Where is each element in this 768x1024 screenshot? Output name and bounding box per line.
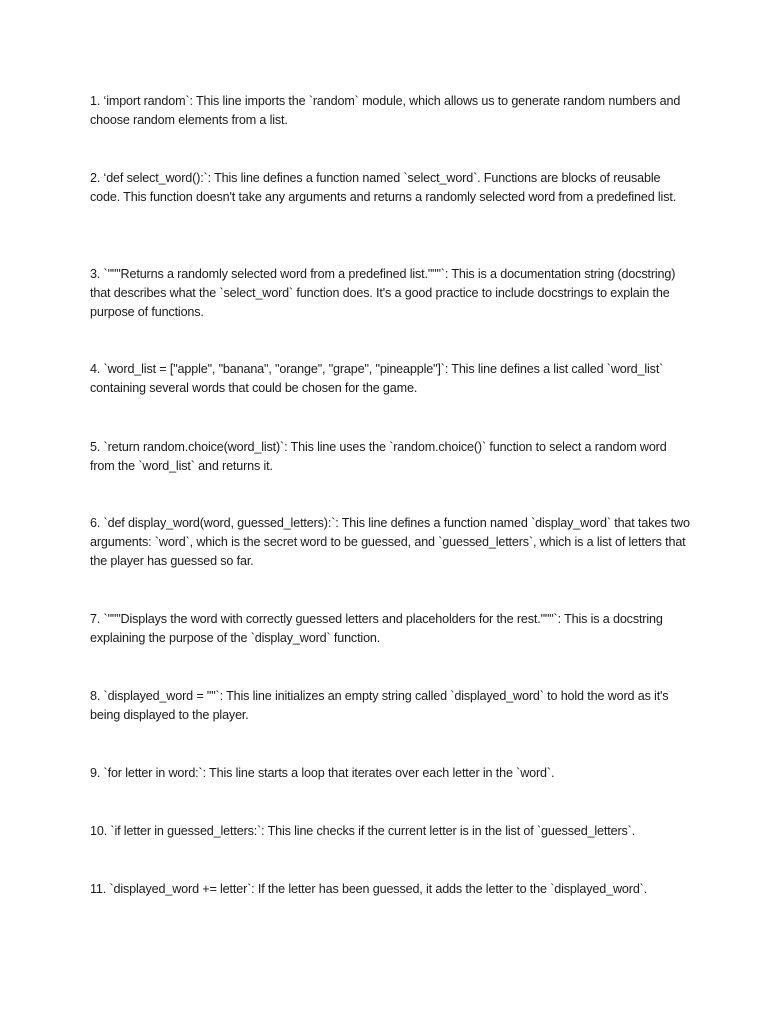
paragraph-6: 6. `def display_word(word, guessed_letters):`: This line defines a function named `display_word` that takes two arguments: `word`, which is the secret word to be guessed, and `guessed_letters`, which is a list of letters that the player has guessed so far.: [90, 516, 690, 569]
paragraph-2: 2. ‘def select_word():`: This line defines a function named `select_word`. Functions are blocks of reusable code. This function doesn't take any arguments and returns a randomly selected word from a predefined list.: [90, 171, 677, 205]
paragraph-3: 3. `"""Returns a randomly selected word from a predefined list."""`: This is a documentation string (docstring) that describes what the `select_word` function does. It's a good practice to include docstrings to explain the purpose of functions.: [90, 267, 676, 320]
paragraph-1: 1. ‘import random`: This line imports the `random` module, which allows us to generate random numbers and choose random elements from a list.: [90, 94, 681, 128]
paragraph-8: 8. `displayed_word = ""`: This line initializes an empty string called `displayed_word` to hold the word as it's being displayed to the player.: [90, 689, 669, 723]
paragraph-7: 7. `"""Displays the word with correctly guessed letters and placeholders for the rest."""`: This is a docstring explaining the purpose of the `display_word` function.: [90, 612, 663, 646]
paragraph-4: 4. `word_list = ["apple", "banana", "orange", "grape", "pineapple"]`: This line defines a list called `word_list` containing several words that could be chosen for the game.: [90, 362, 664, 396]
paragraph-5: 5. `return random.choice(word_list)`: This line uses the `random.choice()` function to select a random word from the `word_list` and returns it.: [90, 440, 667, 474]
paragraph-9: 9. `for letter in word:`: This line starts a loop that iterates over each letter in the `word`.: [90, 766, 555, 780]
paragraph-10: 10. `if letter in guessed_letters:`: This line checks if the current letter is in the list of `guessed_letters`.: [90, 824, 636, 838]
paragraph-11: 11. `displayed_word += letter`: If the letter has been guessed, it adds the letter to the `displayed_word`.: [90, 882, 648, 896]
